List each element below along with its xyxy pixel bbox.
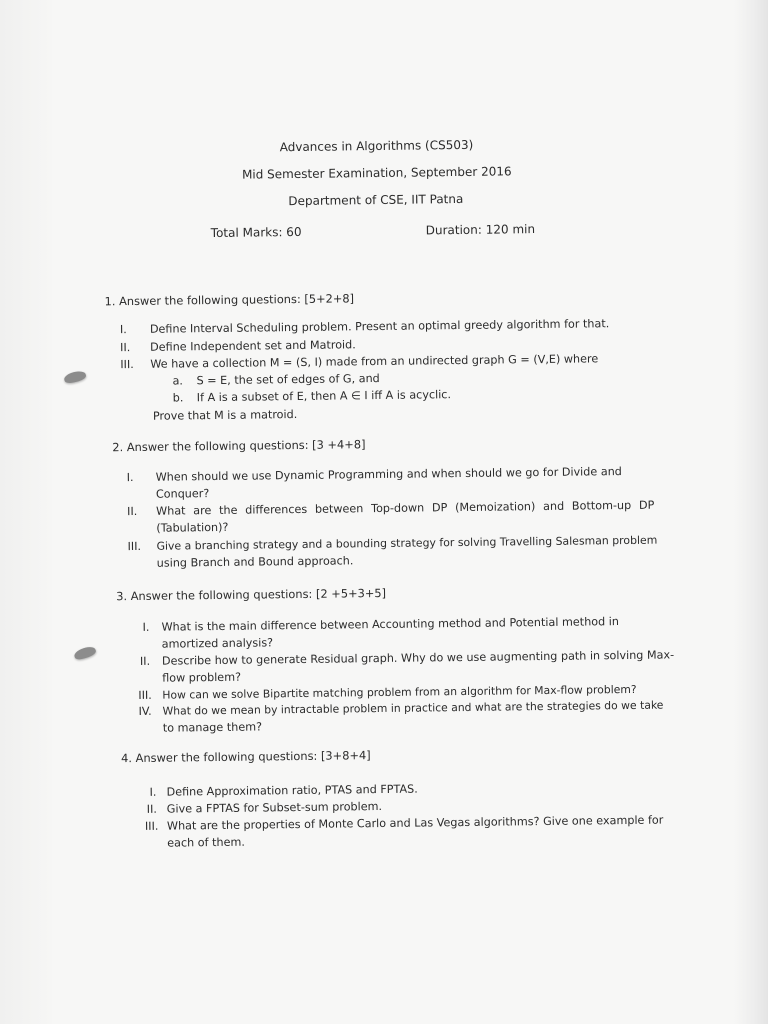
item-text: Give a FPTAS for Subset-sum problem.	[166, 799, 383, 816]
question-2-heading: 2. Answer the following questions: [3 +4+8]	[112, 437, 366, 455]
question-3-heading: 3. Answer the following questions: [2 +5+3+5]	[116, 585, 387, 604]
item-number: I.	[149, 785, 157, 799]
item-number: III.	[120, 357, 134, 372]
item-number: I.	[126, 471, 134, 485]
item-text: When should we use Dynamic Programming and when should we go for Divide and	[155, 465, 622, 484]
item-number: II.	[120, 341, 131, 355]
item-number: I.	[119, 323, 127, 337]
item-text: Define Independent set and Matroid.	[150, 338, 356, 354]
subitem-text: S = E, the set of edges of G, and	[196, 371, 380, 388]
item-text: Describe how to generate Residual graph. Why do we use augmenting path in solving Max-	[161, 648, 675, 668]
item-text-continued: Conquer?	[155, 487, 210, 501]
item-number: I.	[142, 620, 150, 634]
item-text: What is the main difference between Accounting method and Potential method in	[161, 615, 620, 634]
item-text: Give a branching strategy and a bounding strategy for solving Travelling Salesman problem	[156, 533, 658, 553]
subitem-letter: b.	[172, 391, 184, 405]
item-text-continued: using Branch and Bound approach.	[156, 554, 354, 570]
item-number: II.	[127, 504, 138, 519]
item-text: We have a collection M = (S, I) made from an undirected graph G = (V,E) where	[150, 352, 599, 371]
item-number: II.	[146, 802, 157, 816]
course-title: Advances in Algorithms (CS503)	[279, 137, 474, 155]
item-text-continued: (Tabulation)?	[156, 520, 229, 535]
subitem-text: If A is a subset of E, then A ∈ I iff A is acyclic.	[196, 388, 452, 405]
subitem-letter: a.	[172, 374, 184, 388]
question-3-item-1	[142, 613, 662, 651]
question-4-heading: 4. Answer the following questions: [3+8+4]	[121, 748, 371, 766]
question-1-closing: Prove that M is a matroid.	[152, 408, 298, 423]
exam-title: Mid Semester Examination, September 2016	[241, 164, 512, 182]
item-number: IV.	[138, 704, 152, 718]
item-text: Define Approximation ratio, PTAS and FPTAS.	[166, 782, 418, 799]
item-text: Define Interval Scheduling problem. Present an optimal greedy algorithm for that.	[149, 317, 610, 336]
item-text: What are the properties of Monte Carlo and Las Vegas algorithms? Give one example for	[166, 813, 664, 833]
item-text-continued: each of them.	[167, 835, 245, 850]
item-number: II.	[139, 654, 151, 668]
question-1-item-1	[119, 315, 640, 337]
department-line: Department of CSE, IIT Patna	[288, 191, 464, 209]
item-number: III.	[138, 688, 152, 702]
item-text: What do we mean by intractable problem in practice and what are the strategies do we take	[162, 698, 664, 718]
item-text-continued: amortized analysis?	[161, 636, 274, 651]
total-marks: Total Marks: 60	[210, 224, 302, 241]
item-number: III.	[127, 539, 142, 554]
item-text: What are the differences between Top-down DP (Memoization) and Bottom-up DP	[156, 498, 655, 518]
item-text-continued: to manage them?	[162, 720, 263, 735]
question-4-item-1	[149, 777, 669, 799]
question-1-heading: 1. Answer the following questions: [5+2+8]	[104, 291, 355, 309]
duration: Duration: 120 min	[425, 222, 536, 238]
question-2-item-1	[126, 463, 657, 501]
item-text-continued: flow problem?	[162, 670, 242, 685]
item-number: III.	[144, 819, 159, 833]
item-text: How can we solve Bipartite matching problem from an algorithm for Max-flow problem?	[162, 682, 637, 702]
